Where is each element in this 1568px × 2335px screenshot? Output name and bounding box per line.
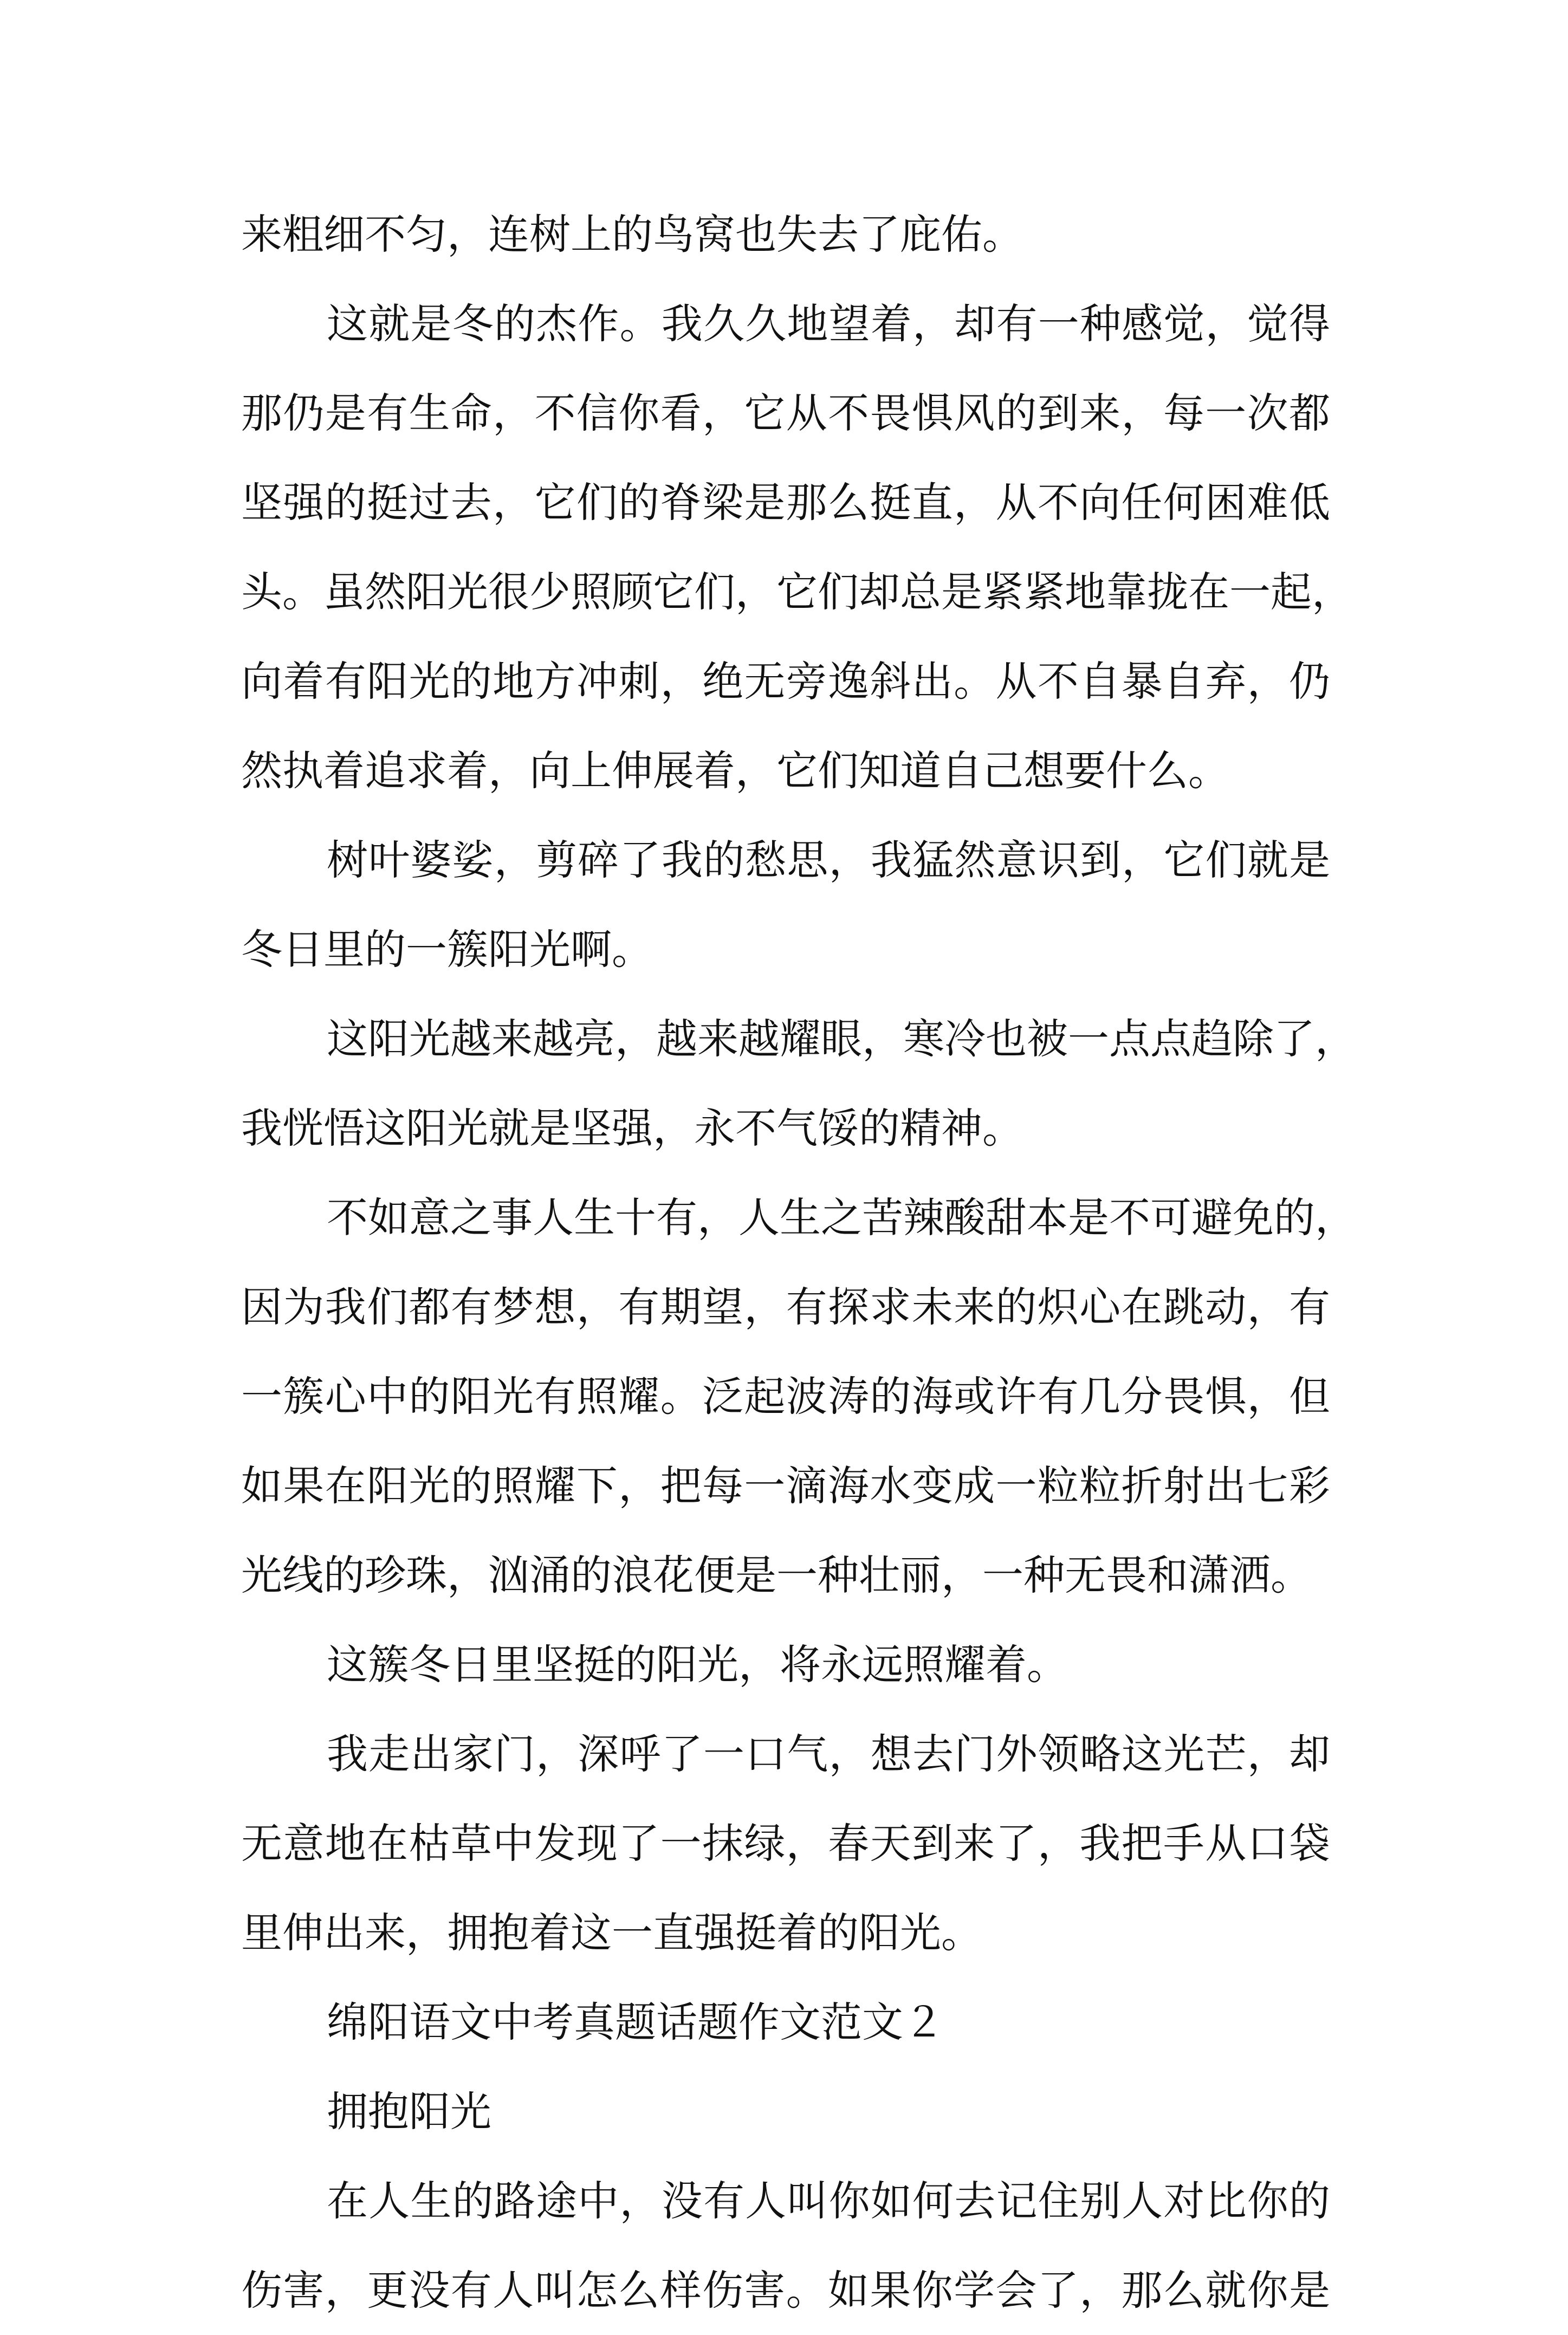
- section-heading: 绵阳语文中考真题话题作文范文２: [327, 1998, 944, 2046]
- paragraph-line: 树叶婆娑，剪碎了我的愁思，我猛然意识到，它们就是: [327, 836, 1330, 884]
- paragraph-line: 里伸出来，拥抱着这一直强挺着的阳光。: [241, 1909, 982, 1957]
- paragraph-line: 在人生的路途中，没有人叫你如何去记住别人对比你的: [327, 2177, 1330, 2225]
- essay-title: 拥抱阳光: [327, 2087, 491, 2136]
- paragraph-line: 然执着追求着，向上伸展着，它们知道自己想要什么。: [241, 747, 1229, 795]
- paragraph-line: 坚强的挺过去，它们的脊梁是那么挺直，从不向任何困难低: [241, 478, 1330, 527]
- paragraph-line: 如果在阳光的照耀下，把每一滴海水变成一粒粒折射出七彩: [241, 1462, 1330, 1510]
- paragraph-line: 向着有阳光的地方冲刺，绝无旁逸斜出。从不自暴自弃，仍: [241, 657, 1330, 705]
- paragraph-line: 那仍是有生命，不信你看，它从不畏惧风的到来，每一次都: [241, 389, 1330, 437]
- paragraph-line: 这簇冬日里坚挺的阳光，将永远照耀着。: [327, 1640, 1068, 1689]
- paragraph-line: 这阳光越来越亮，越来越耀眼，寒冷也被一点点趋除了，: [327, 1015, 1356, 1063]
- paragraph-line: 不如意之事人生十有，人生之苦辣酸甜本是不可避免的，: [327, 1194, 1356, 1242]
- paragraph-line: 伤害，更没有人叫怎么样伤害。如果你学会了，那么就你是: [241, 2266, 1330, 2314]
- paragraph-line: 因为我们都有梦想，有期望，有探求未来的炽心在跳动，有: [241, 1283, 1330, 1331]
- paragraph-line: 头。虽然阳光很少照顾它们，它们却总是紧紧地靠拢在一起，: [241, 568, 1353, 616]
- paragraph-line: 冬日里的一簇阳光啊。: [241, 925, 653, 974]
- paragraph-line: 来粗细不匀，连树上的鸟窝也失去了庇佑。: [241, 210, 1023, 258]
- paragraph-line: 无意地在枯草中发现了一抹绿，春天到来了，我把手从口袋: [241, 1819, 1330, 1867]
- paragraph-line: 光线的珍珠，汹涌的浪花便是一种壮丽，一种无畏和潇洒。: [241, 1551, 1312, 1599]
- document-body: [241, 190, 1356, 2335]
- paragraph-line: 这就是冬的杰作。我久久地望着，却有一种感觉，觉得: [327, 300, 1330, 348]
- paragraph-line: 一簇心中的阳光有照耀。泛起波涛的海或许有几分畏惧，但: [241, 1372, 1330, 1421]
- paragraph-line: 我走出家门，深呼了一口气，想去门外领略这光芒，却: [327, 1730, 1330, 1778]
- paragraph-line: 我恍悟这阳光就是坚强，永不气馁的精神。: [241, 1104, 1023, 1152]
